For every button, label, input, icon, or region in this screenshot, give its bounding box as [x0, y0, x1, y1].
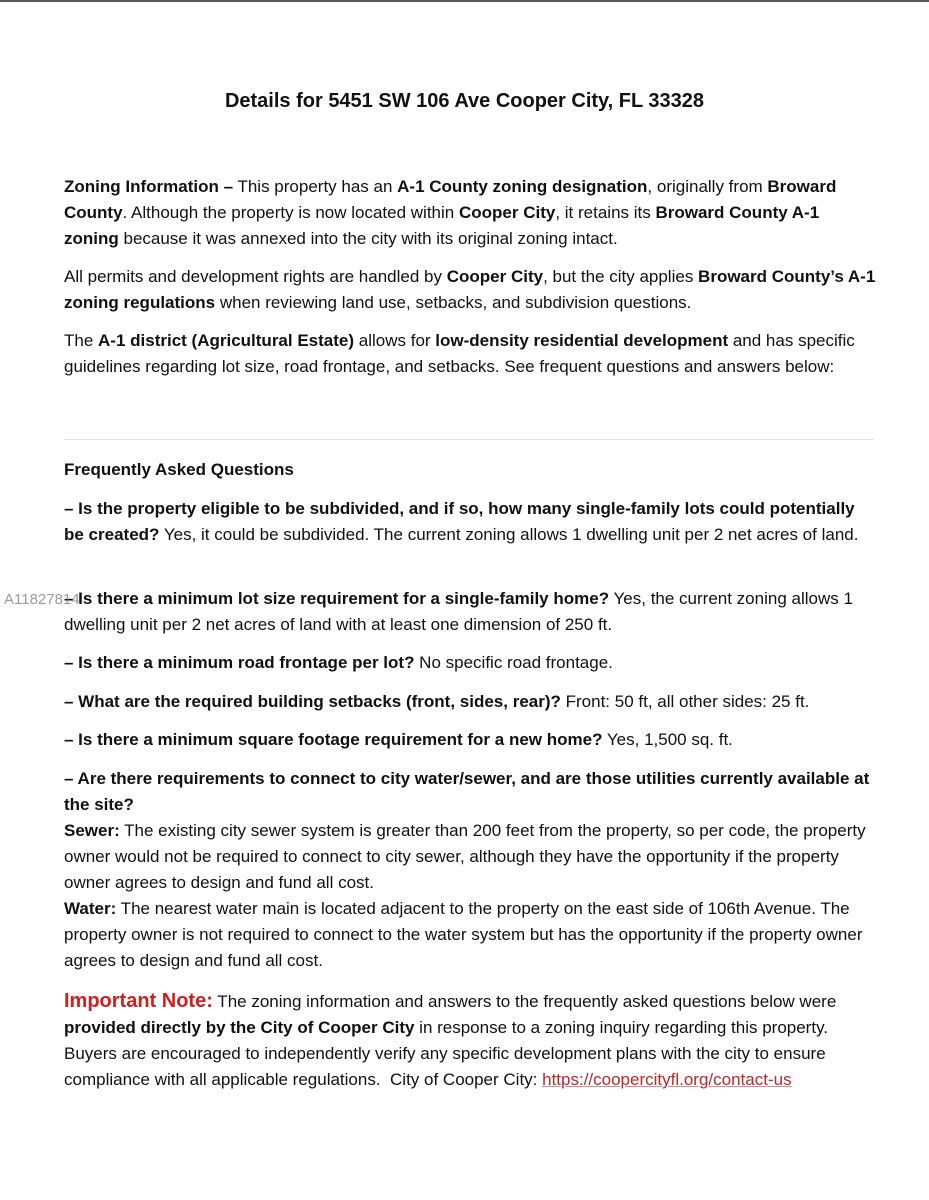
- district-paragraph: [64, 328, 876, 380]
- watermark: A11827814: [4, 591, 80, 608]
- faq-item-subdivide: [64, 496, 876, 548]
- faq-question: – Is there a minimum lot size requirement for a single-family home?: [64, 589, 610, 608]
- bold-text: Broward County’s A-1 zoning regulations: [64, 267, 876, 312]
- faq-item-lot-size: [64, 586, 876, 638]
- text: when reviewing land use, setbacks, and subdivision questions.: [215, 293, 692, 312]
- permits-paragraph: [64, 264, 876, 316]
- zoning-info-label: Zoning Information –: [64, 177, 234, 196]
- text: , originally from: [647, 177, 768, 196]
- faq-question: – Is there a minimum road frontage per lot?: [64, 653, 415, 672]
- section-divider: [64, 439, 874, 440]
- bold-text: low-density residential development: [435, 331, 729, 350]
- water-answer: [64, 896, 876, 974]
- faq-answer: Yes, it could be subdivided. The current zoning allows 1 dwelling unit per 2 net acres of land.: [159, 525, 859, 544]
- important-note-label: Important Note:: [64, 990, 213, 1012]
- text: . Although the property is now located within: [122, 203, 459, 222]
- water-text: The nearest water main is located adjacent to the property on the east side of 106th Avenue. The property owner is not required to connect to the water system but has the opportunity if the property owner agrees to design and fund all cost.: [64, 899, 863, 970]
- text: The: [64, 331, 99, 350]
- text: All permits and development rights are handled by: [64, 267, 447, 286]
- faq-item-utilities: [64, 766, 876, 974]
- faq-item-road-frontage: [64, 650, 876, 676]
- text: allows for: [354, 331, 436, 350]
- text: , it retains its: [555, 203, 656, 222]
- sewer-label: Sewer:: [64, 821, 120, 840]
- faq-question: – Is there a minimum square footage requirement for a new home?: [64, 730, 603, 749]
- sewer-text: The existing city sewer system is greater than 200 feet from the property, so per code, the property owner would not be required to connect to city sewer, although they have the opportunity if the property owner agrees to design and fund all cost.: [64, 821, 866, 892]
- top-border: [0, 0, 929, 2]
- important-note: [64, 988, 876, 1093]
- faq-answer: No specific road frontage.: [414, 653, 613, 672]
- bold-text: A-1 County zoning designation: [397, 177, 648, 196]
- bold-text: provided directly by the City of Cooper City: [64, 1018, 415, 1037]
- page-title: Details for 5451 SW 106 Ave Cooper City, FL 33328: [224, 90, 705, 112]
- contact-us-link[interactable]: https://coopercityfl.org/contact-us: [542, 1070, 792, 1089]
- faq-item-setbacks: [64, 689, 876, 715]
- sewer-answer: [64, 818, 876, 896]
- text: and has specific guidelines regarding lot size, road frontage, and setbacks. See frequent questions and answers below:: [64, 331, 855, 376]
- water-label: Water:: [64, 899, 117, 918]
- faq-heading: Frequently Asked Questions: [64, 460, 294, 479]
- text: This property has an: [233, 177, 398, 196]
- bold-text: A-1 district (Agricultural Estate): [98, 331, 355, 350]
- bold-text: Cooper City: [446, 267, 544, 286]
- faq-question: – Are there requirements to connect to city water/sewer, and are those utilities currently available at the site?: [64, 769, 870, 814]
- faq-question: – What are the required building setbacks (front, sides, rear)?: [64, 692, 561, 711]
- text: in response to a zoning inquiry regarding this property. Buyers are encouraged to independently verify any specific development plans with the city to ensure compliance with all applicable regulations. City of Cooper City:: [64, 1018, 829, 1089]
- text: The zoning information and answers to the frequently asked questions below were: [212, 992, 837, 1011]
- faq-item-square-footage: [64, 727, 876, 753]
- faq-question: – Is the property eligible to be subdivided, and if so, how many single-family lots could potentially be created?: [64, 499, 855, 544]
- bold-text: Cooper City: [458, 203, 556, 222]
- faq-answer: Front: 50 ft, all other sides: 25 ft.: [560, 692, 810, 711]
- bold-text: Broward County: [64, 177, 837, 222]
- zoning-info-paragraph: [64, 174, 876, 252]
- text: , but the city applies: [543, 267, 699, 286]
- text: because it was annexed into the city with its original zoning intact.: [118, 229, 618, 248]
- bold-text: Broward County A-1 zoning: [64, 203, 820, 248]
- faq-answer: Yes, 1,500 sq. ft.: [602, 730, 733, 749]
- faq-answer: Yes, the current zoning allows 1 dwelling unit per 2 net acres of land with at least one dimension of 250 ft.: [64, 589, 853, 634]
